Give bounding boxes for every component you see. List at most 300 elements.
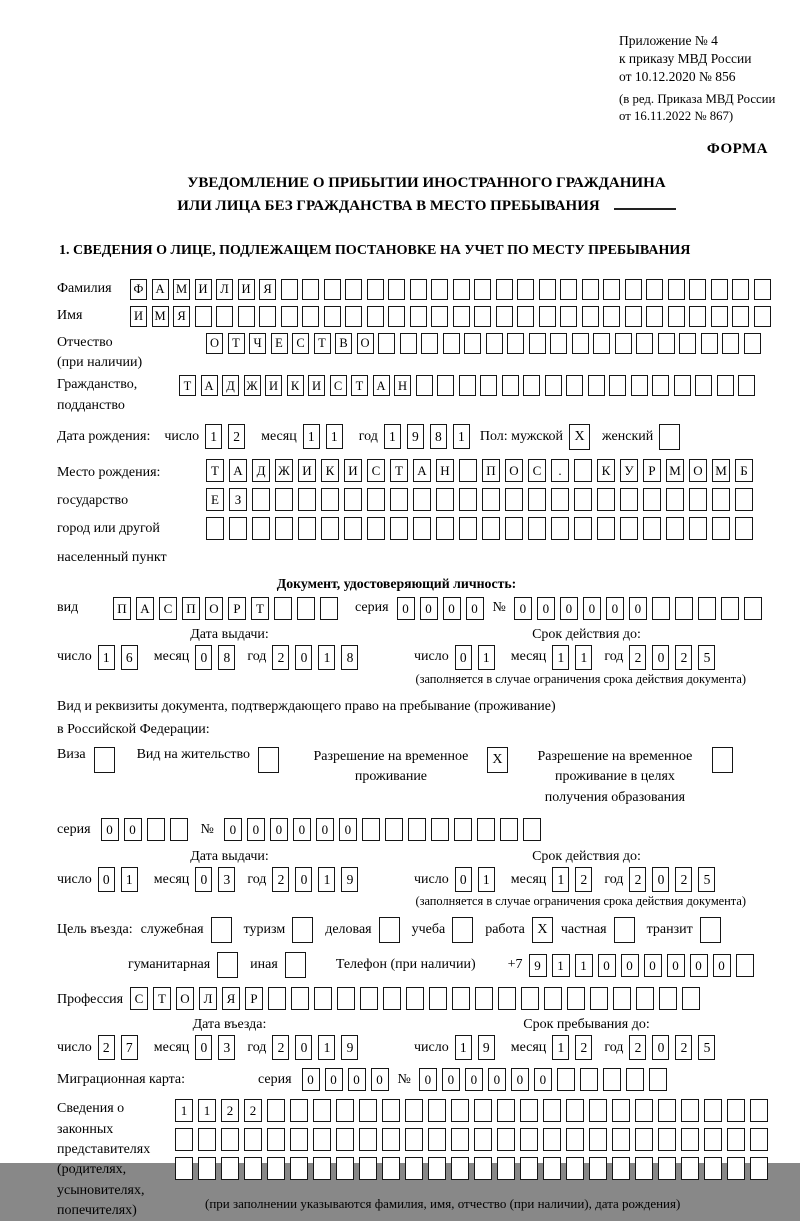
- representative-char-box[interactable]: [244, 1157, 262, 1180]
- patronymic-char-box[interactable]: [722, 333, 739, 354]
- migration-number-box[interactable]: [580, 1068, 598, 1091]
- citizenship-char-box[interactable]: [459, 375, 476, 396]
- representative-char-box[interactable]: [727, 1128, 745, 1151]
- representative-char-box[interactable]: [658, 1157, 676, 1180]
- year-box[interactable]: 0: [652, 867, 669, 892]
- representative-char-box[interactable]: [474, 1157, 492, 1180]
- given-name-char-box[interactable]: [754, 306, 771, 327]
- profession-char-box[interactable]: [337, 987, 355, 1010]
- representative-char-box[interactable]: [612, 1099, 630, 1122]
- given-name-char-box[interactable]: [517, 306, 534, 327]
- phone-digit-box[interactable]: 0: [644, 954, 662, 977]
- representative-char-box[interactable]: [336, 1128, 354, 1151]
- surname-char-box[interactable]: А: [152, 279, 169, 300]
- surname-char-box[interactable]: [345, 279, 362, 300]
- day-box[interactable]: 7: [121, 1035, 138, 1060]
- citizenship-char-box[interactable]: [480, 375, 497, 396]
- representative-char-box[interactable]: [175, 1128, 193, 1151]
- given-name-char-box[interactable]: [732, 306, 749, 327]
- birth-place-char-box[interactable]: О: [505, 459, 523, 482]
- birth-place-char-box[interactable]: К: [321, 459, 339, 482]
- citizenship-char-box[interactable]: [588, 375, 605, 396]
- birth-place-char-box[interactable]: Д: [252, 459, 270, 482]
- citizenship-char-box[interactable]: А: [373, 375, 390, 396]
- representative-char-box[interactable]: [520, 1128, 538, 1151]
- representative-char-box[interactable]: [681, 1157, 699, 1180]
- birth-place-char-box[interactable]: [643, 488, 661, 511]
- citizenship-char-box[interactable]: [674, 375, 691, 396]
- year-box[interactable]: 0: [295, 1035, 312, 1060]
- year-box[interactable]: 2: [675, 645, 692, 670]
- day-box[interactable]: 1: [98, 645, 115, 670]
- representative-char-box[interactable]: [451, 1128, 469, 1151]
- birth-place-char-box[interactable]: [459, 488, 477, 511]
- representative-char-box[interactable]: [681, 1099, 699, 1122]
- representative-char-box[interactable]: [727, 1099, 745, 1122]
- birth-place-char-box[interactable]: [367, 488, 385, 511]
- birth-place-char-box[interactable]: [574, 488, 592, 511]
- representative-char-box[interactable]: [704, 1128, 722, 1151]
- birth-place-char-box[interactable]: [505, 517, 523, 540]
- given-name-char-box[interactable]: [560, 306, 577, 327]
- surname-char-box[interactable]: [603, 279, 620, 300]
- migration-series-box[interactable]: 0: [325, 1068, 343, 1091]
- citizenship-char-box[interactable]: [695, 375, 712, 396]
- identity-number-box[interactable]: 0: [514, 597, 532, 620]
- identity-kind-char-box[interactable]: Р: [228, 597, 246, 620]
- surname-char-box[interactable]: [302, 279, 319, 300]
- representative-char-box[interactable]: [359, 1099, 377, 1122]
- month-box[interactable]: 0: [195, 867, 212, 892]
- patronymic-char-box[interactable]: [464, 333, 481, 354]
- birth-place-char-box[interactable]: У: [620, 459, 638, 482]
- surname-char-box[interactable]: [625, 279, 642, 300]
- purpose-private-checkbox[interactable]: [614, 917, 635, 943]
- identity-number-box[interactable]: [698, 597, 716, 620]
- surname-char-box[interactable]: [646, 279, 663, 300]
- year-box[interactable]: 2: [675, 1035, 692, 1060]
- representative-char-box[interactable]: [750, 1157, 768, 1180]
- given-name-char-box[interactable]: [388, 306, 405, 327]
- day-box[interactable]: 0: [455, 645, 472, 670]
- surname-char-box[interactable]: И: [195, 279, 212, 300]
- representative-char-box[interactable]: [382, 1157, 400, 1180]
- surname-char-box[interactable]: [453, 279, 470, 300]
- residence-series-box[interactable]: [170, 818, 188, 841]
- birth-place-char-box[interactable]: А: [229, 459, 247, 482]
- patronymic-char-box[interactable]: [679, 333, 696, 354]
- day-box[interactable]: 1: [478, 867, 495, 892]
- surname-char-box[interactable]: [410, 279, 427, 300]
- migration-number-box[interactable]: 0: [465, 1068, 483, 1091]
- year-box[interactable]: 9: [341, 1035, 358, 1060]
- patronymic-char-box[interactable]: [593, 333, 610, 354]
- birth-day-box[interactable]: 2: [228, 424, 245, 449]
- profession-char-box[interactable]: [429, 987, 447, 1010]
- representative-char-box[interactable]: [612, 1128, 630, 1151]
- birth-place-char-box[interactable]: [344, 488, 362, 511]
- residence-number-box[interactable]: [431, 818, 449, 841]
- phone-digit-box[interactable]: 0: [690, 954, 708, 977]
- given-name-char-box[interactable]: [216, 306, 233, 327]
- profession-char-box[interactable]: [682, 987, 700, 1010]
- citizenship-char-box[interactable]: [609, 375, 626, 396]
- citizenship-char-box[interactable]: [631, 375, 648, 396]
- given-name-char-box[interactable]: [603, 306, 620, 327]
- birth-place-char-box[interactable]: [689, 488, 707, 511]
- representative-char-box[interactable]: [497, 1099, 515, 1122]
- migration-number-box[interactable]: 0: [488, 1068, 506, 1091]
- representative-char-box[interactable]: [589, 1099, 607, 1122]
- surname-char-box[interactable]: [367, 279, 384, 300]
- identity-number-box[interactable]: [675, 597, 693, 620]
- birth-place-char-box[interactable]: [528, 517, 546, 540]
- identity-kind-char-box[interactable]: С: [159, 597, 177, 620]
- representative-char-box[interactable]: [428, 1099, 446, 1122]
- birth-place-char-box[interactable]: [620, 488, 638, 511]
- birth-place-char-box[interactable]: [390, 517, 408, 540]
- citizenship-char-box[interactable]: Д: [222, 375, 239, 396]
- identity-number-box[interactable]: [721, 597, 739, 620]
- representative-char-box[interactable]: 1: [175, 1099, 193, 1122]
- birth-place-char-box[interactable]: [689, 517, 707, 540]
- given-name-char-box[interactable]: [668, 306, 685, 327]
- residence-number-box[interactable]: [500, 818, 518, 841]
- migration-number-box[interactable]: [626, 1068, 644, 1091]
- profession-char-box[interactable]: [383, 987, 401, 1010]
- given-name-char-box[interactable]: Я: [173, 306, 190, 327]
- representative-char-box[interactable]: [635, 1128, 653, 1151]
- birth-place-char-box[interactable]: [344, 517, 362, 540]
- representative-char-box[interactable]: [612, 1157, 630, 1180]
- phone-digit-box[interactable]: [736, 954, 754, 977]
- surname-char-box[interactable]: [668, 279, 685, 300]
- representative-char-box[interactable]: [405, 1128, 423, 1151]
- month-box[interactable]: 1: [552, 1035, 569, 1060]
- representative-char-box[interactable]: [313, 1157, 331, 1180]
- citizenship-char-box[interactable]: [437, 375, 454, 396]
- purpose-humanitarian-checkbox[interactable]: [217, 952, 238, 978]
- representative-char-box[interactable]: [543, 1157, 561, 1180]
- birth-place-char-box[interactable]: [275, 488, 293, 511]
- patronymic-char-box[interactable]: Ч: [249, 333, 266, 354]
- surname-char-box[interactable]: [732, 279, 749, 300]
- phone-digit-box[interactable]: 1: [575, 954, 593, 977]
- patronymic-char-box[interactable]: Е: [271, 333, 288, 354]
- representative-char-box[interactable]: [267, 1099, 285, 1122]
- profession-char-box[interactable]: Р: [245, 987, 263, 1010]
- birth-place-char-box[interactable]: [275, 517, 293, 540]
- surname-char-box[interactable]: Ф: [130, 279, 147, 300]
- profession-char-box[interactable]: [567, 987, 585, 1010]
- given-name-char-box[interactable]: [410, 306, 427, 327]
- identity-kind-char-box[interactable]: А: [136, 597, 154, 620]
- surname-char-box[interactable]: Я: [259, 279, 276, 300]
- representative-char-box[interactable]: [750, 1099, 768, 1122]
- patronymic-char-box[interactable]: [744, 333, 761, 354]
- representative-char-box[interactable]: [543, 1099, 561, 1122]
- given-name-char-box[interactable]: [195, 306, 212, 327]
- given-name-char-box[interactable]: [431, 306, 448, 327]
- patronymic-char-box[interactable]: [658, 333, 675, 354]
- birth-place-char-box[interactable]: И: [344, 459, 362, 482]
- surname-char-box[interactable]: [560, 279, 577, 300]
- identity-kind-char-box[interactable]: [320, 597, 338, 620]
- birth-place-char-box[interactable]: Е: [206, 488, 224, 511]
- representative-char-box[interactable]: [267, 1128, 285, 1151]
- given-name-char-box[interactable]: [453, 306, 470, 327]
- representative-char-box[interactable]: [221, 1128, 239, 1151]
- profession-char-box[interactable]: С: [130, 987, 148, 1010]
- profession-char-box[interactable]: [498, 987, 516, 1010]
- surname-char-box[interactable]: [582, 279, 599, 300]
- residence-number-box[interactable]: [477, 818, 495, 841]
- residence-number-box[interactable]: 0: [293, 818, 311, 841]
- representative-char-box[interactable]: [336, 1099, 354, 1122]
- citizenship-char-box[interactable]: С: [330, 375, 347, 396]
- citizenship-char-box[interactable]: [502, 375, 519, 396]
- representative-char-box[interactable]: [658, 1099, 676, 1122]
- profession-char-box[interactable]: [475, 987, 493, 1010]
- birth-place-char-box[interactable]: [666, 517, 684, 540]
- phone-digit-box[interactable]: 0: [621, 954, 639, 977]
- patronymic-char-box[interactable]: [529, 333, 546, 354]
- purpose-transit-checkbox[interactable]: [700, 917, 721, 943]
- representative-char-box[interactable]: [750, 1128, 768, 1151]
- birth-year-box[interactable]: 1: [384, 424, 401, 449]
- birth-place-char-box[interactable]: [390, 488, 408, 511]
- profession-char-box[interactable]: [613, 987, 631, 1010]
- identity-series-box[interactable]: 0: [443, 597, 461, 620]
- given-name-char-box[interactable]: [689, 306, 706, 327]
- representative-char-box[interactable]: 2: [221, 1099, 239, 1122]
- migration-number-box[interactable]: [603, 1068, 621, 1091]
- patronymic-char-box[interactable]: О: [357, 333, 374, 354]
- birth-place-char-box[interactable]: П: [482, 459, 500, 482]
- birth-place-char-box[interactable]: [206, 517, 224, 540]
- month-box[interactable]: 0: [195, 645, 212, 670]
- surname-char-box[interactable]: И: [238, 279, 255, 300]
- given-name-char-box[interactable]: [474, 306, 491, 327]
- migration-number-box[interactable]: 0: [419, 1068, 437, 1091]
- profession-char-box[interactable]: [452, 987, 470, 1010]
- patronymic-char-box[interactable]: С: [292, 333, 309, 354]
- representative-char-box[interactable]: [175, 1157, 193, 1180]
- phone-digit-box[interactable]: 0: [598, 954, 616, 977]
- patronymic-char-box[interactable]: [443, 333, 460, 354]
- year-box[interactable]: 2: [272, 645, 289, 670]
- representative-char-box[interactable]: [566, 1099, 584, 1122]
- visa-checkbox[interactable]: [94, 747, 115, 773]
- profession-char-box[interactable]: [360, 987, 378, 1010]
- citizenship-char-box[interactable]: Н: [394, 375, 411, 396]
- patronymic-char-box[interactable]: О: [206, 333, 223, 354]
- migration-series-box[interactable]: 0: [302, 1068, 320, 1091]
- birth-place-char-box[interactable]: [735, 517, 753, 540]
- given-name-char-box[interactable]: [281, 306, 298, 327]
- representative-char-box[interactable]: [313, 1128, 331, 1151]
- patronymic-char-box[interactable]: [486, 333, 503, 354]
- representative-char-box[interactable]: [520, 1099, 538, 1122]
- representative-char-box[interactable]: [566, 1128, 584, 1151]
- year-box[interactable]: 0: [295, 867, 312, 892]
- birth-place-char-box[interactable]: [505, 488, 523, 511]
- purpose-business-checkbox[interactable]: [379, 917, 400, 943]
- birth-place-char-box[interactable]: И: [298, 459, 316, 482]
- year-box[interactable]: 2: [629, 645, 646, 670]
- citizenship-char-box[interactable]: [652, 375, 669, 396]
- female-checkbox[interactable]: [659, 424, 680, 450]
- birth-place-char-box[interactable]: [712, 488, 730, 511]
- identity-kind-char-box[interactable]: [297, 597, 315, 620]
- surname-char-box[interactable]: Л: [216, 279, 233, 300]
- patronymic-char-box[interactable]: Т: [314, 333, 331, 354]
- representative-char-box[interactable]: [428, 1157, 446, 1180]
- year-box[interactable]: 0: [295, 645, 312, 670]
- month-box[interactable]: 3: [218, 1035, 235, 1060]
- identity-kind-char-box[interactable]: [274, 597, 292, 620]
- identity-number-box[interactable]: 0: [583, 597, 601, 620]
- given-name-char-box[interactable]: [259, 306, 276, 327]
- given-name-char-box[interactable]: [539, 306, 556, 327]
- migration-series-box[interactable]: 0: [371, 1068, 389, 1091]
- birth-place-char-box[interactable]: С: [367, 459, 385, 482]
- given-name-char-box[interactable]: И: [130, 306, 147, 327]
- citizenship-char-box[interactable]: Т: [179, 375, 196, 396]
- residence-permit-checkbox[interactable]: [258, 747, 279, 773]
- year-box[interactable]: 1: [318, 1035, 335, 1060]
- citizenship-char-box[interactable]: [717, 375, 734, 396]
- surname-char-box[interactable]: [711, 279, 728, 300]
- given-name-char-box[interactable]: [496, 306, 513, 327]
- citizenship-char-box[interactable]: И: [265, 375, 282, 396]
- migration-number-box[interactable]: [649, 1068, 667, 1091]
- birth-place-char-box[interactable]: Р: [643, 459, 661, 482]
- day-box[interactable]: 1: [455, 1035, 472, 1060]
- day-box[interactable]: 1: [478, 645, 495, 670]
- migration-number-box[interactable]: 0: [442, 1068, 460, 1091]
- residence-series-box[interactable]: [147, 818, 165, 841]
- birth-place-char-box[interactable]: [597, 517, 615, 540]
- month-box[interactable]: 8: [218, 645, 235, 670]
- profession-char-box[interactable]: [659, 987, 677, 1010]
- surname-char-box[interactable]: [474, 279, 491, 300]
- birth-place-char-box[interactable]: [482, 488, 500, 511]
- birth-place-char-box[interactable]: [459, 459, 477, 482]
- birth-place-char-box[interactable]: Б: [735, 459, 753, 482]
- patronymic-char-box[interactable]: Т: [228, 333, 245, 354]
- birth-place-char-box[interactable]: [436, 517, 454, 540]
- birth-place-char-box[interactable]: [459, 517, 477, 540]
- year-box[interactable]: 5: [698, 867, 715, 892]
- residence-number-box[interactable]: [523, 818, 541, 841]
- representative-char-box[interactable]: [451, 1157, 469, 1180]
- birth-place-char-box[interactable]: [321, 517, 339, 540]
- representative-char-box[interactable]: [474, 1128, 492, 1151]
- citizenship-char-box[interactable]: [523, 375, 540, 396]
- month-box[interactable]: 1: [552, 867, 569, 892]
- representative-char-box[interactable]: [727, 1157, 745, 1180]
- representative-char-box[interactable]: [635, 1157, 653, 1180]
- residence-series-box[interactable]: 0: [124, 818, 142, 841]
- birth-place-char-box[interactable]: [712, 517, 730, 540]
- year-box[interactable]: 5: [698, 1035, 715, 1060]
- representative-char-box[interactable]: [405, 1099, 423, 1122]
- representative-char-box[interactable]: [589, 1157, 607, 1180]
- birth-place-char-box[interactable]: [321, 488, 339, 511]
- birth-place-char-box[interactable]: [528, 488, 546, 511]
- day-box[interactable]: 1: [121, 867, 138, 892]
- representative-char-box[interactable]: [589, 1128, 607, 1151]
- month-box[interactable]: 2: [575, 867, 592, 892]
- month-box[interactable]: 3: [218, 867, 235, 892]
- representative-char-box[interactable]: [405, 1157, 423, 1180]
- birth-year-box[interactable]: 9: [407, 424, 424, 449]
- phone-digit-box[interactable]: 9: [529, 954, 547, 977]
- birth-place-char-box[interactable]: [298, 488, 316, 511]
- representative-char-box[interactable]: [497, 1128, 515, 1151]
- identity-kind-char-box[interactable]: П: [182, 597, 200, 620]
- representative-char-box[interactable]: [658, 1128, 676, 1151]
- birth-place-char-box[interactable]: [252, 517, 270, 540]
- surname-char-box[interactable]: [281, 279, 298, 300]
- edu-permit-checkbox[interactable]: [712, 747, 733, 773]
- representative-char-box[interactable]: [359, 1157, 377, 1180]
- identity-number-box[interactable]: 0: [560, 597, 578, 620]
- patronymic-char-box[interactable]: [400, 333, 417, 354]
- representative-char-box[interactable]: 2: [244, 1099, 262, 1122]
- profession-char-box[interactable]: [544, 987, 562, 1010]
- birth-place-char-box[interactable]: [643, 517, 661, 540]
- male-checkbox[interactable]: X: [569, 424, 590, 450]
- surname-char-box[interactable]: [754, 279, 771, 300]
- citizenship-char-box[interactable]: Т: [351, 375, 368, 396]
- surname-char-box[interactable]: [388, 279, 405, 300]
- surname-char-box[interactable]: [517, 279, 534, 300]
- birth-day-box[interactable]: 1: [205, 424, 222, 449]
- profession-char-box[interactable]: [406, 987, 424, 1010]
- birth-month-box[interactable]: 1: [326, 424, 343, 449]
- profession-char-box[interactable]: [291, 987, 309, 1010]
- day-box[interactable]: 2: [98, 1035, 115, 1060]
- birth-place-char-box[interactable]: [413, 517, 431, 540]
- year-box[interactable]: 2: [629, 867, 646, 892]
- patronymic-char-box[interactable]: [421, 333, 438, 354]
- birth-place-char-box[interactable]: [229, 517, 247, 540]
- year-box[interactable]: 2: [272, 1035, 289, 1060]
- residence-number-box[interactable]: 0: [270, 818, 288, 841]
- citizenship-char-box[interactable]: [738, 375, 755, 396]
- purpose-study-checkbox[interactable]: [452, 917, 473, 943]
- month-box[interactable]: 1: [575, 645, 592, 670]
- representative-char-box[interactable]: [428, 1128, 446, 1151]
- birth-place-char-box[interactable]: А: [413, 459, 431, 482]
- identity-series-box[interactable]: 0: [397, 597, 415, 620]
- birth-place-char-box[interactable]: Ж: [275, 459, 293, 482]
- given-name-char-box[interactable]: [582, 306, 599, 327]
- birth-place-char-box[interactable]: М: [666, 459, 684, 482]
- residence-number-box[interactable]: [408, 818, 426, 841]
- phone-digit-box[interactable]: 0: [667, 954, 685, 977]
- year-box[interactable]: 0: [652, 1035, 669, 1060]
- residence-number-box[interactable]: 0: [247, 818, 265, 841]
- representative-char-box[interactable]: 1: [198, 1099, 216, 1122]
- year-box[interactable]: 1: [318, 645, 335, 670]
- birth-place-char-box[interactable]: [436, 488, 454, 511]
- given-name-char-box[interactable]: [302, 306, 319, 327]
- representative-char-box[interactable]: [336, 1157, 354, 1180]
- birth-place-char-box[interactable]: [551, 488, 569, 511]
